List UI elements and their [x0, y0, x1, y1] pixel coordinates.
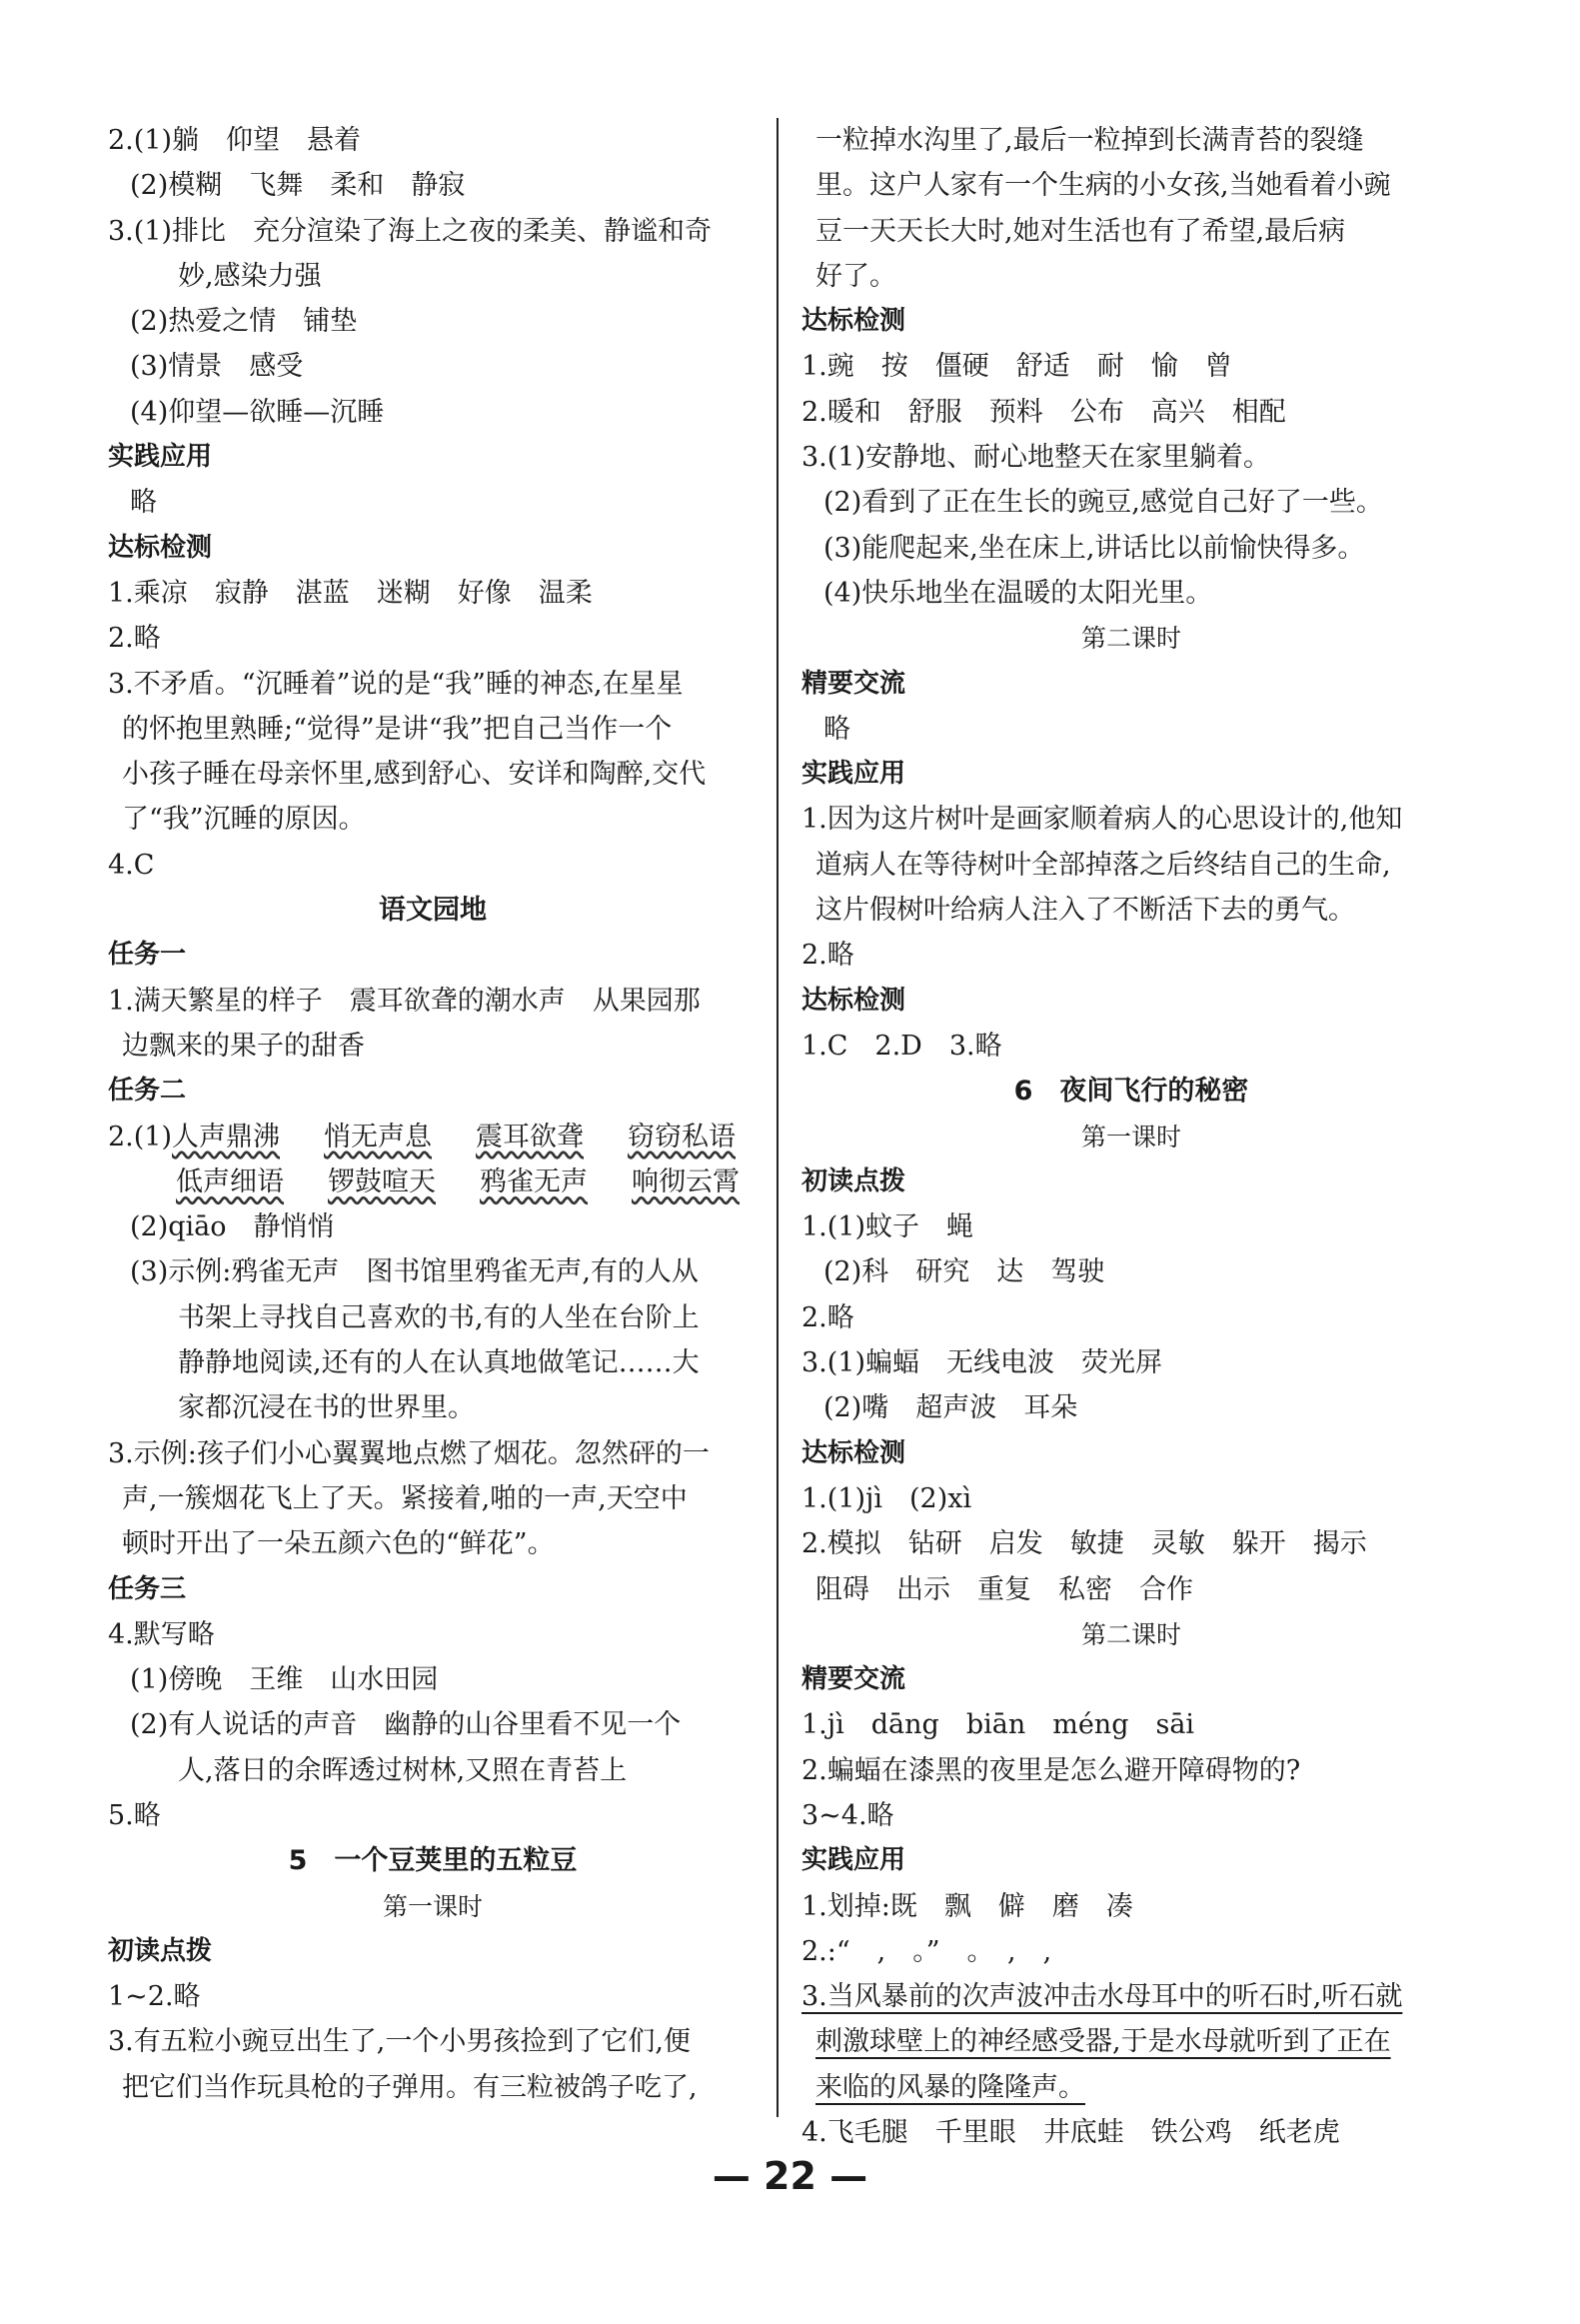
- answer-line: (4)快乐地坐在温暖的太阳光里。: [823, 577, 1213, 609]
- answer-line: 3.不矛盾。“沉睡着”说的是“我”睡的神态,在星星: [108, 668, 684, 700]
- idiom: 响彻云霄: [632, 1165, 740, 1197]
- answer-line: 2.(1)躺 仰望 悬着: [108, 125, 362, 156]
- idiom-row: [108, 1160, 758, 1204]
- answer-line: (1)傍晚 王维 山水田园: [130, 1664, 439, 1696]
- idiom: 锣鼓喧天: [328, 1165, 436, 1197]
- answer-line: (3)示例:鸦雀无声 图书馆里鸦雀无声,有的人从: [130, 1256, 699, 1288]
- underlined-answer-line: 来临的风暴的隆隆声。: [815, 2071, 1085, 2103]
- answer-line: 豆一天天长大时,她对生活也有了希望,最后病: [815, 215, 1346, 247]
- answer-line: (3)能爬起来,坐在床上,讲话比以前愉快得多。: [823, 532, 1365, 564]
- answer-line: (2)嘴 超声波 耳朵: [823, 1392, 1078, 1424]
- answer-line: 家都沉浸在书的世界里。: [178, 1392, 475, 1424]
- idiom-row: [108, 1115, 758, 1160]
- answer-line: (3)情景 感受: [130, 351, 304, 383]
- answer-line: 一粒掉水沟里了,最后一粒掉到长满青苔的裂缝: [815, 125, 1364, 156]
- answer-line: 1.划掉:既 飘 僻 磨 凑: [801, 1890, 1133, 1922]
- answer-line: 顿时开出了一朵五颜六色的“鲜花”。: [122, 1528, 555, 1560]
- answer-line: (2)模糊 飞舞 柔和 静寂: [130, 170, 466, 202]
- answer-line: 静静地阅读,还有的人在认真地做笔记……大: [178, 1347, 700, 1379]
- section-heading: 达标检测: [801, 1437, 906, 1468]
- section-heading: 任务三: [108, 1573, 187, 1604]
- answer-line: 1~2.略: [108, 1981, 201, 2013]
- section-heading: 达标检测: [801, 985, 906, 1016]
- answer-line: 1.豌 按 僵硬 舒适 耐 愉 曾: [801, 351, 1232, 383]
- answer-line: 2.蝙蝠在漆黑的夜里是怎么避开障碍物的?: [801, 1754, 1301, 1786]
- answer-line: 1.jì dāng biān méng sāi: [801, 1709, 1195, 1741]
- answer-line: 道病人在等待树叶全部掉落之后终结自己的生命,: [815, 849, 1391, 881]
- idiom: 悄无声息: [324, 1121, 433, 1153]
- answer-line: (2)热爱之情 铺垫: [130, 306, 358, 338]
- answer-line: 4.C: [108, 849, 155, 881]
- answer-line: 3.(1)安静地、耐心地整天在家里躺着。: [801, 442, 1271, 474]
- answer-line: 5.略: [108, 1799, 161, 1831]
- answer-line: 1.(1)蚊子 蝇: [801, 1211, 974, 1243]
- section-heading: 实践应用: [801, 1845, 906, 1876]
- section-heading: 实践应用: [108, 442, 213, 473]
- answer-line: 3.(1)排比 充分渲染了海上之夜的柔美、静谧和奇: [108, 215, 713, 247]
- answer-line: 声,一簇烟花飞上了天。紧接着,啪的一声,天空中: [122, 1482, 688, 1514]
- page-number: — 22 —: [712, 2154, 868, 2198]
- answer-line: 1.乘凉 寂静 湛蓝 迷糊 好像 温柔: [108, 577, 593, 609]
- lesson-subtitle: 第一课时: [382, 1891, 483, 1921]
- answer-line: 3.示例:孩子们小心翼翼地点燃了烟花。忽然砰的一: [108, 1437, 710, 1469]
- answer-line: 略: [823, 713, 850, 745]
- left-column: [108, 118, 758, 2110]
- answer-line: 的怀抱里熟睡;“觉得”是讲“我”把自己当作一个: [122, 713, 673, 745]
- answer-line: 把它们当作玩具枪的子弹用。有三粒被鸽子吃了,: [122, 2071, 698, 2103]
- answer-line: 2.:“ , 。” 。 , ,: [801, 1935, 1052, 1967]
- answer-line: 1.满天繁星的样子 震耳欲聋的潮水声 从果园那: [108, 985, 701, 1017]
- answer-line: 2.略: [801, 940, 854, 972]
- answer-line: 略: [130, 487, 157, 519]
- right-column: [801, 118, 1461, 2155]
- answer-line: 阻碍 出示 重复 私密 合作: [815, 1573, 1193, 1605]
- answer-line: (2)qiāo 静悄悄: [130, 1211, 335, 1243]
- answer-line: 2.略: [108, 623, 161, 655]
- idiom: 震耳欲聋: [476, 1121, 585, 1153]
- section-heading: 达标检测: [108, 532, 213, 563]
- section-heading: 任务一: [108, 940, 187, 971]
- answer-line: 这片假树叶给病人注入了不断活下去的勇气。: [815, 895, 1355, 927]
- underlined-answer-line: 3.当风暴前的次声波冲击水母耳中的听石时,听石就: [801, 1981, 1403, 2013]
- underlined-answer-line: 刺激球壁上的神经感受器,于是水母就听到了正在: [815, 2026, 1391, 2058]
- lesson-title: 5 一个豆荚里的五粒豆: [288, 1845, 578, 1877]
- answer-line: (2)科 研究 达 驾驶: [823, 1256, 1105, 1288]
- answer-line: 3.(1)蝙蝠 无线电波 荧光屏: [801, 1347, 1163, 1379]
- section-heading: 实践应用: [801, 759, 906, 790]
- unit-title: 语文园地: [379, 895, 487, 927]
- column-divider: [777, 118, 779, 2117]
- idiom: 鸦雀无声: [480, 1165, 588, 1197]
- answer-line: 人,落日的余晖透过树林,又照在青苔上: [178, 1754, 628, 1786]
- answer-line: 书架上寻找自己喜欢的书,有的人坐在台阶上: [178, 1301, 700, 1333]
- answer-line: 边飘来的果子的甜香: [122, 1030, 365, 1062]
- lesson-subtitle: 第二课时: [1080, 1619, 1181, 1649]
- lesson-subtitle: 第一课时: [1080, 1122, 1181, 1152]
- answer-line: 好了。: [815, 260, 896, 292]
- section-heading: 精要交流: [801, 1664, 906, 1695]
- idiom: 窃窃私语: [628, 1121, 737, 1153]
- answer-line: 里。这户人家有一个生病的小女孩,当她看着小豌: [815, 170, 1391, 202]
- section-heading: 初读点拨: [801, 1165, 906, 1196]
- section-heading: 达标检测: [801, 306, 906, 337]
- lesson-title: 6 夜间飞行的秘密: [1013, 1076, 1249, 1108]
- section-heading: 初读点拨: [108, 1935, 213, 1966]
- answer-line: 妙,感染力强: [178, 260, 322, 292]
- section-heading: 任务二: [108, 1076, 187, 1107]
- answer-line: (4)仰望—欲睡—沉睡: [130, 396, 385, 428]
- answer-line: 1.因为这片树叶是画家顺着病人的心思设计的,他知: [801, 804, 1403, 836]
- answer-line: 2.模拟 钻研 启发 敏捷 灵敏 躲开 揭示: [801, 1528, 1367, 1560]
- idiom: 低声细语: [176, 1165, 284, 1197]
- idiom: 人声鼎沸: [172, 1121, 281, 1153]
- answer-line: 3.有五粒小豌豆出生了,一个小男孩捡到了它们,便: [108, 2026, 691, 2058]
- answer-line: 4.飞毛腿 千里眼 井底蛙 铁公鸡 纸老虎: [801, 2117, 1340, 2149]
- answer-line: (2)看到了正在生长的豌豆,感觉自己好了一些。: [823, 487, 1383, 519]
- answer-line: 4.默写略: [108, 1618, 215, 1650]
- answer-line: 1.(1)jì (2)xì: [801, 1482, 972, 1514]
- answer-line: 了“我”沉睡的原因。: [122, 804, 366, 836]
- answer-line: 小孩子睡在母亲怀里,感到舒心、安详和陶醉,交代: [122, 759, 707, 791]
- idiom-row-prefix: 2.(1): [108, 1121, 173, 1153]
- answer-line: (2)有人说话的声音 幽静的山谷里看不见一个: [130, 1709, 682, 1741]
- lesson-subtitle: 第二课时: [1080, 624, 1181, 654]
- answer-line: 3~4.略: [801, 1799, 894, 1831]
- answer-line: 1.C 2.D 3.略: [801, 1030, 1002, 1062]
- answer-line: 2.略: [801, 1301, 854, 1333]
- answer-line: 2.暖和 舒服 预料 公布 高兴 相配: [801, 396, 1286, 428]
- section-heading: 精要交流: [801, 668, 906, 699]
